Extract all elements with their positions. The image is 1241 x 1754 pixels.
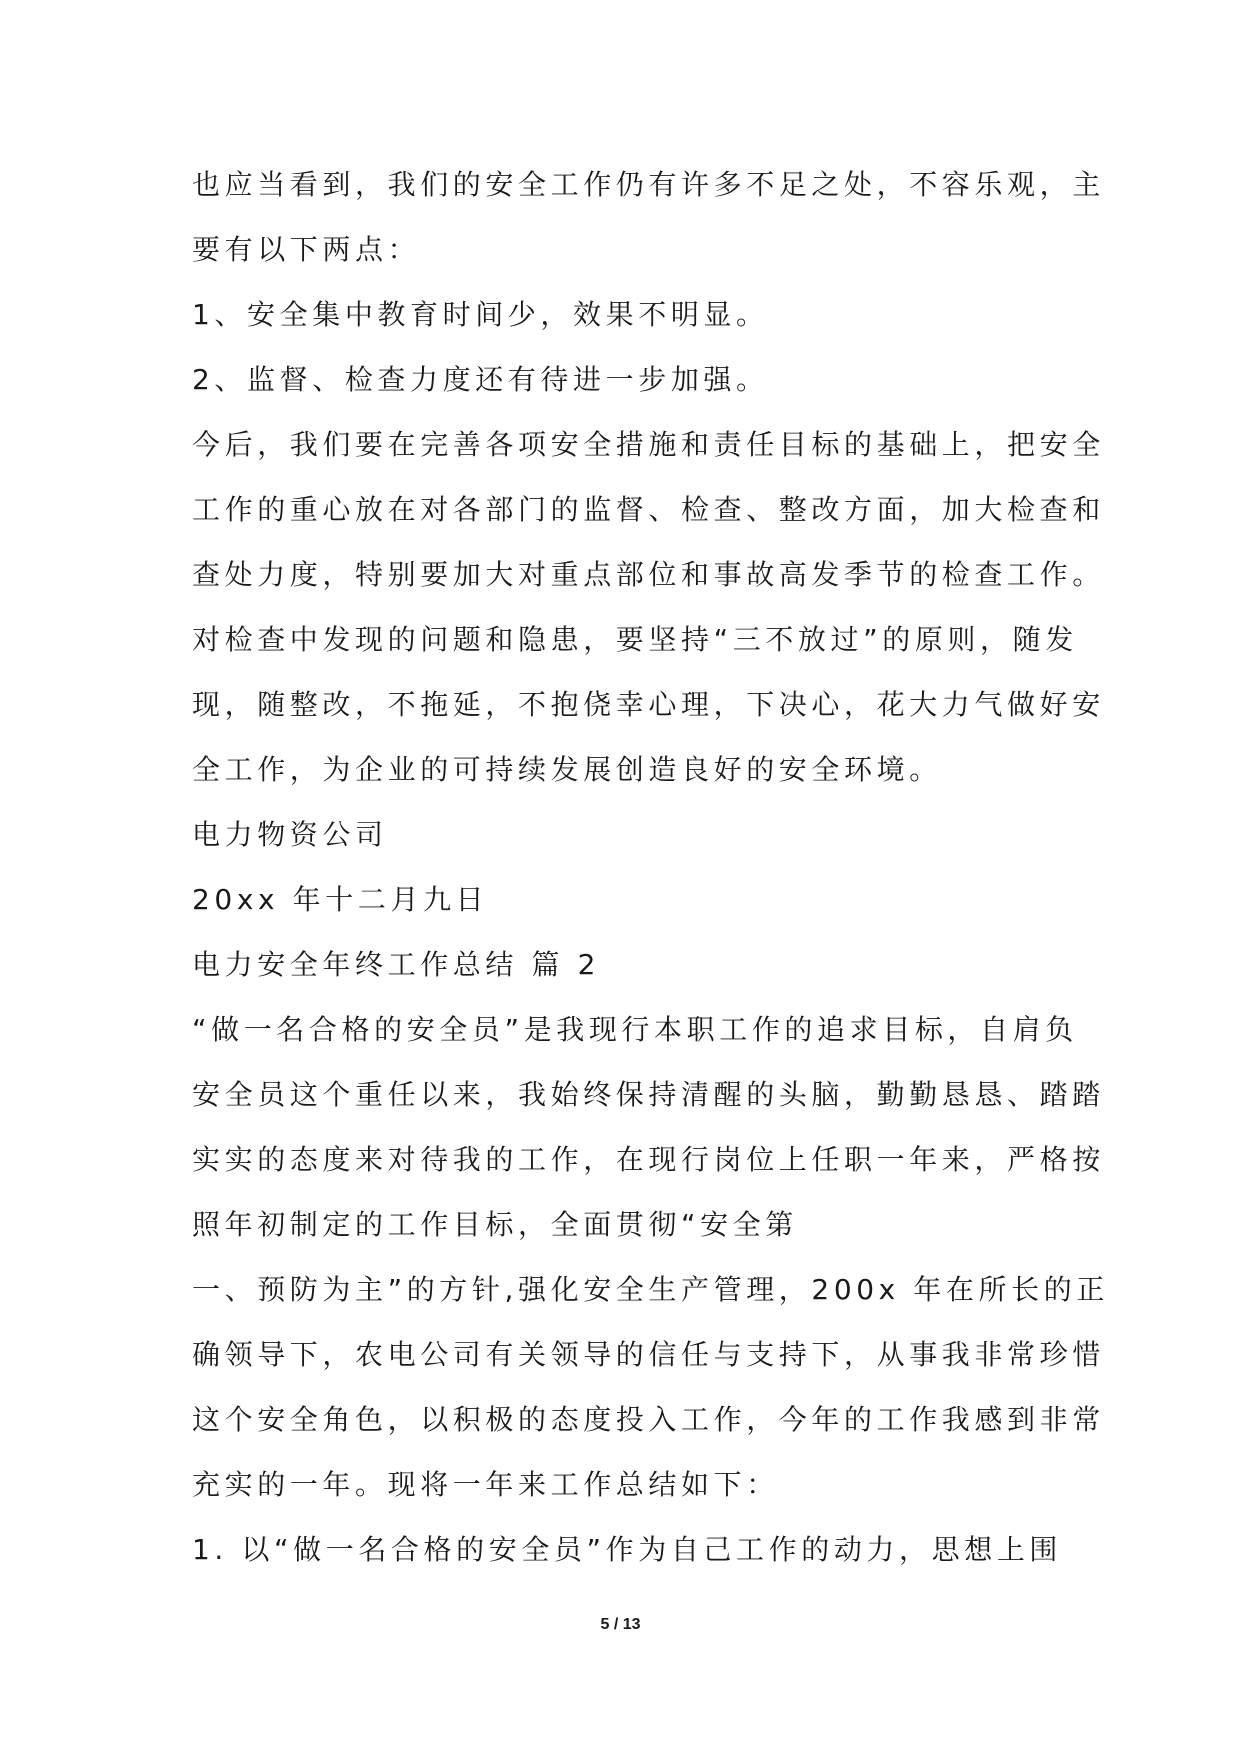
text-line: 确领导下，农电公司有关领导的信任与支持下，从事我非常珍惜 xyxy=(192,1338,1105,1371)
text-line: 全工作，为企业的可持续发展创造良好的安全环境。 xyxy=(192,753,942,786)
text-line: 工作的重心放在对各部门的监督、检查、整改方面，加大检查和 xyxy=(192,493,1105,526)
text-line: 也应当看到，我们的安全工作仍有许多不足之处，不容乐观，主 xyxy=(192,168,1105,201)
text-line: “做一名合格的安全员”是我现行本职工作的追求目标，自肩负 xyxy=(192,1013,1078,1046)
text-line: 安全员这个重任以来，我始终保持清醒的头脑，勤勤恳恳、踏踏 xyxy=(192,1078,1105,1111)
text-line: 要有以下两点： xyxy=(192,233,421,266)
page-number: 5 / 13 xyxy=(600,1616,641,1633)
text-line: 一、预防为主”的方针,强化安全生产管理，200x 年在所长的正 xyxy=(192,1273,1109,1306)
signature-date: 20xx 年十二月九日 xyxy=(192,883,489,916)
text-line: 今后，我们要在完善各项安全措施和责任目标的基础上，把安全 xyxy=(192,428,1105,461)
text-line: 充实的一年。现将一年来工作总结如下： xyxy=(192,1468,779,1501)
signature-company: 电力物资公司 xyxy=(192,818,388,851)
body-text xyxy=(192,160,1109,1590)
text-line: 现，随整改，不拖延，不抱侥幸心理，下决心，花大力气做好安 xyxy=(192,688,1105,721)
text-line: 1. 以“做一名合格的安全员”作为自己工作的动力，思想上围 xyxy=(192,1533,1063,1566)
text-line: 2、监督、检查力度还有待进一步加强。 xyxy=(192,363,769,396)
section-heading: 电力安全年终工作总结 篇 2 xyxy=(192,948,601,981)
text-line: 对检查中发现的问题和隐患，要坚持“三不放过”的原则，随发 xyxy=(192,623,1078,656)
text-line: 查处力度，特别要加大对重点部位和事故高发季节的检查工作。 xyxy=(192,558,1105,591)
text-line: 实实的态度来对待我的工作，在现行岗位上任职一年来，严格按 xyxy=(192,1143,1105,1176)
text-line: 照年初制定的工作目标，全面贯彻“安全第 xyxy=(192,1208,798,1241)
text-line: 这个安全角色，以积极的态度投入工作，今年的工作我感到非常 xyxy=(192,1403,1105,1436)
text-line: 1、安全集中教育时间少，效果不明显。 xyxy=(192,298,769,331)
